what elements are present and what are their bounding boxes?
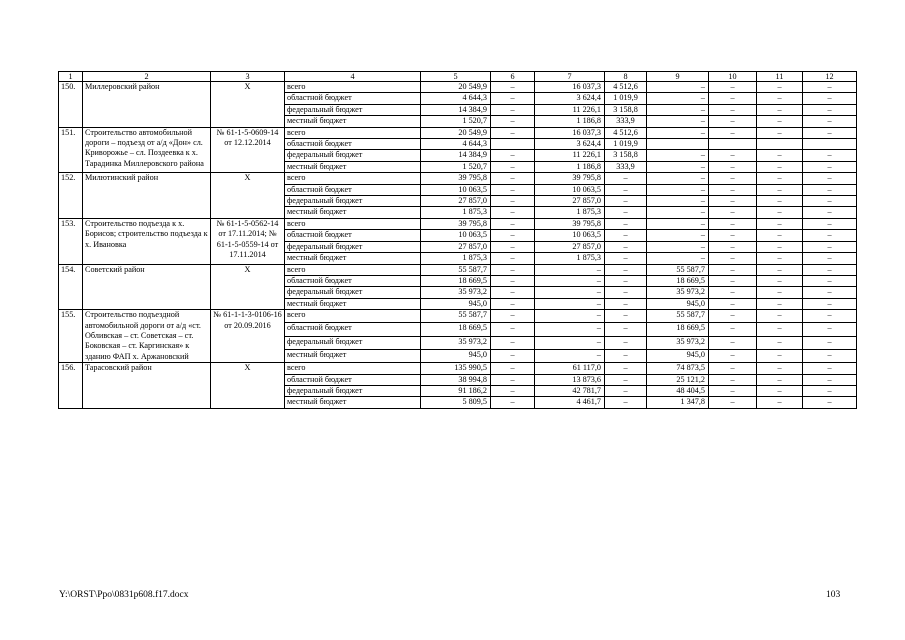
document-ref: Х [211, 264, 285, 310]
value-cell: – [709, 207, 757, 218]
value-cell: – [535, 323, 605, 336]
budget-type: всего [285, 82, 421, 93]
value-cell: 1 875,3 [421, 207, 491, 218]
value-cell: – [605, 184, 647, 195]
value-cell: – [757, 116, 803, 127]
value-cell: – [605, 230, 647, 241]
value-cell: – [605, 310, 647, 323]
budget-type: областной бюджет [285, 139, 421, 150]
value-cell: – [803, 104, 857, 115]
value-cell: – [647, 196, 709, 207]
table-row [59, 173, 857, 184]
value-cell: 74 873,5 [647, 363, 709, 374]
value-cell: – [647, 150, 709, 161]
value-cell: – [535, 298, 605, 309]
header-cell: 1 [59, 72, 83, 82]
value-cell: 1 875,3 [535, 207, 605, 218]
value-cell: 39 795,8 [535, 218, 605, 229]
value-cell: – [757, 207, 803, 218]
budget-type: всего [285, 173, 421, 184]
value-cell: – [491, 184, 535, 195]
value-cell: 27 857,0 [421, 196, 491, 207]
value-cell: – [709, 264, 757, 275]
budget-type: местный бюджет [285, 116, 421, 127]
value-cell: 42 781,7 [535, 385, 605, 396]
value-cell: – [803, 150, 857, 161]
value-cell: – [803, 173, 857, 184]
value-cell: – [803, 264, 857, 275]
value-cell [491, 139, 535, 150]
value-cell: – [605, 323, 647, 336]
value-cell: 1 520,7 [421, 161, 491, 172]
value-cell: 3 158,8 [605, 104, 647, 115]
value-cell: – [647, 173, 709, 184]
value-cell: 39 795,8 [535, 173, 605, 184]
value-cell: 27 857,0 [535, 241, 605, 252]
value-cell: – [709, 241, 757, 252]
value-cell: – [709, 310, 757, 323]
value-cell: – [757, 218, 803, 229]
value-cell: – [757, 127, 803, 138]
value-cell: – [491, 173, 535, 184]
value-cell: 10 063,5 [535, 184, 605, 195]
table-row [59, 363, 857, 374]
value-cell: 135 990,5 [421, 363, 491, 374]
value-cell: 91 186,2 [421, 385, 491, 396]
budget-type: областной бюджет [285, 184, 421, 195]
value-cell: 3 624,4 [535, 139, 605, 150]
value-cell: – [803, 127, 857, 138]
value-cell: – [803, 336, 857, 349]
value-cell: – [757, 150, 803, 161]
value-cell: – [709, 253, 757, 264]
budget-type: федеральный бюджет [285, 104, 421, 115]
value-cell: – [605, 336, 647, 349]
value-cell: – [803, 310, 857, 323]
value-cell [647, 139, 709, 150]
value-cell: 13 873,6 [535, 374, 605, 385]
table-row [59, 310, 857, 323]
value-cell: 35 973,2 [421, 336, 491, 349]
value-cell: 1 520,7 [421, 116, 491, 127]
value-cell: – [709, 218, 757, 229]
budget-type: местный бюджет [285, 253, 421, 264]
value-cell: – [647, 127, 709, 138]
value-cell: – [803, 374, 857, 385]
value-cell: – [647, 116, 709, 127]
row-number: 151. [59, 127, 83, 173]
value-cell: – [491, 116, 535, 127]
value-cell: – [709, 161, 757, 172]
value-cell: – [605, 385, 647, 396]
object-name: Строительство подъезда к х. Борисов; строительство подъезда к х. Ивановка [83, 218, 211, 264]
header-cell: 5 [421, 72, 491, 82]
value-cell: 14 384,9 [421, 104, 491, 115]
value-cell: 27 857,0 [421, 241, 491, 252]
budget-table [58, 71, 857, 409]
object-name: Строительство подъездной автомобильной дороги от а/д «ст. Обливская – ст. Советская – ст. Боковская – ст. Каргинская» к зданию ФАП х. Аржановский [83, 310, 211, 363]
value-cell: – [647, 241, 709, 252]
header-cell: 6 [491, 72, 535, 82]
budget-type: всего [285, 218, 421, 229]
value-cell: – [491, 374, 535, 385]
value-cell: – [803, 196, 857, 207]
value-cell: 945,0 [647, 349, 709, 362]
value-cell: – [709, 275, 757, 286]
value-cell: 3 158,8 [605, 150, 647, 161]
value-cell: – [647, 161, 709, 172]
header-cell: 12 [803, 72, 857, 82]
value-cell: 48 404,5 [647, 385, 709, 396]
value-cell: – [709, 173, 757, 184]
value-cell: – [491, 323, 535, 336]
value-cell: 1 875,3 [421, 253, 491, 264]
value-cell: – [491, 82, 535, 93]
value-cell: – [757, 323, 803, 336]
value-cell [803, 139, 857, 150]
budget-type: федеральный бюджет [285, 287, 421, 298]
value-cell: – [757, 374, 803, 385]
header-cell: 3 [211, 72, 285, 82]
value-cell: – [803, 323, 857, 336]
row-number: 154. [59, 264, 83, 310]
value-cell: 35 973,2 [421, 287, 491, 298]
header-cell: 9 [647, 72, 709, 82]
value-cell: 16 037,3 [535, 127, 605, 138]
budget-type: областной бюджет [285, 374, 421, 385]
budget-type: федеральный бюджет [285, 150, 421, 161]
value-cell [757, 139, 803, 150]
value-cell: – [491, 397, 535, 408]
value-cell: – [535, 264, 605, 275]
budget-type: федеральный бюджет [285, 385, 421, 396]
value-cell: – [491, 385, 535, 396]
value-cell: 55 587,7 [647, 264, 709, 275]
budget-type: федеральный бюджет [285, 196, 421, 207]
value-cell: – [535, 287, 605, 298]
value-cell: 5 809,5 [421, 397, 491, 408]
value-cell: – [757, 230, 803, 241]
value-cell: 18 669,5 [647, 323, 709, 336]
value-cell: 11 226,1 [535, 150, 605, 161]
row-number: 152. [59, 173, 83, 219]
value-cell: 18 669,5 [421, 275, 491, 286]
value-cell: – [491, 104, 535, 115]
value-cell: – [647, 253, 709, 264]
value-cell: – [803, 241, 857, 252]
value-cell: 1 875,3 [535, 253, 605, 264]
value-cell: – [803, 363, 857, 374]
value-cell: – [757, 161, 803, 172]
object-name: Советский район [83, 264, 211, 310]
value-cell: – [491, 93, 535, 104]
value-cell: – [709, 230, 757, 241]
value-cell: – [757, 385, 803, 396]
value-cell: – [535, 275, 605, 286]
value-cell: – [709, 349, 757, 362]
value-cell: – [803, 298, 857, 309]
page-number: 103 [826, 590, 841, 600]
budget-type: местный бюджет [285, 207, 421, 218]
value-cell: 10 063,5 [535, 230, 605, 241]
budget-type: всего [285, 127, 421, 138]
value-cell [709, 139, 757, 150]
value-cell: – [605, 241, 647, 252]
value-cell: – [757, 363, 803, 374]
value-cell: – [709, 336, 757, 349]
header-cell: 10 [709, 72, 757, 82]
value-cell: – [605, 374, 647, 385]
value-cell: – [709, 184, 757, 195]
value-cell: – [491, 298, 535, 309]
value-cell: – [803, 116, 857, 127]
value-cell: – [491, 287, 535, 298]
value-cell: – [491, 230, 535, 241]
value-cell: – [647, 93, 709, 104]
footer-file-path: Y:\ORST\Ppo\0831p608.f17.docx [59, 590, 189, 600]
value-cell: – [491, 264, 535, 275]
value-cell: – [709, 82, 757, 93]
value-cell: – [491, 196, 535, 207]
value-cell: – [709, 150, 757, 161]
value-cell: – [535, 349, 605, 362]
value-cell: 1 347,8 [647, 397, 709, 408]
value-cell: – [803, 218, 857, 229]
value-cell: – [605, 218, 647, 229]
value-cell: – [757, 253, 803, 264]
value-cell: – [757, 241, 803, 252]
value-cell: – [757, 397, 803, 408]
table-row [59, 264, 857, 275]
budget-type: всего [285, 363, 421, 374]
value-cell: – [605, 196, 647, 207]
value-cell: – [535, 336, 605, 349]
value-cell: – [647, 82, 709, 93]
value-cell: – [709, 363, 757, 374]
value-cell: – [605, 287, 647, 298]
document-ref: № 61-1-5-0609-14 от 12.12.2014 [211, 127, 285, 173]
value-cell: – [803, 230, 857, 241]
value-cell: 945,0 [647, 298, 709, 309]
header-cell: 2 [83, 72, 211, 82]
table-row [59, 127, 857, 138]
value-cell: 4 461,7 [535, 397, 605, 408]
value-cell: 55 587,7 [421, 264, 491, 275]
value-cell: 333,9 [605, 116, 647, 127]
value-cell: – [757, 310, 803, 323]
value-cell: 38 994,8 [421, 374, 491, 385]
document-ref: Х [211, 82, 285, 128]
budget-type: областной бюджет [285, 230, 421, 241]
value-cell: 945,0 [421, 298, 491, 309]
value-cell: – [491, 349, 535, 362]
value-cell: – [757, 82, 803, 93]
value-cell: 10 063,5 [421, 230, 491, 241]
value-cell: – [757, 349, 803, 362]
header-row [59, 72, 857, 82]
value-cell: – [803, 287, 857, 298]
value-cell: – [605, 253, 647, 264]
budget-type: областной бюджет [285, 275, 421, 286]
value-cell: 11 226,1 [535, 104, 605, 115]
value-cell: – [757, 93, 803, 104]
object-name: Миллеровский район [83, 82, 211, 128]
budget-type: областной бюджет [285, 323, 421, 336]
budget-type: всего [285, 310, 421, 323]
value-cell: 27 857,0 [535, 196, 605, 207]
value-cell: 1 186,8 [535, 116, 605, 127]
value-cell: – [803, 385, 857, 396]
value-cell: 16 037,3 [535, 82, 605, 93]
value-cell: – [491, 336, 535, 349]
header-cell: 11 [757, 72, 803, 82]
value-cell: – [803, 82, 857, 93]
value-cell: – [709, 127, 757, 138]
object-name: Милютинский район [83, 173, 211, 219]
value-cell: – [803, 207, 857, 218]
budget-type: федеральный бюджет [285, 336, 421, 349]
budget-type: федеральный бюджет [285, 241, 421, 252]
value-cell: – [757, 264, 803, 275]
value-cell: 25 121,2 [647, 374, 709, 385]
value-cell: 18 669,5 [647, 275, 709, 286]
value-cell: 10 063,5 [421, 184, 491, 195]
value-cell: – [491, 363, 535, 374]
value-cell: 35 973,2 [647, 336, 709, 349]
value-cell: 1 186,8 [535, 161, 605, 172]
value-cell: – [709, 287, 757, 298]
value-cell: – [605, 264, 647, 275]
value-cell: 55 587,7 [647, 310, 709, 323]
header-cell: 4 [285, 72, 421, 82]
value-cell: – [709, 298, 757, 309]
value-cell: – [803, 253, 857, 264]
value-cell: – [757, 184, 803, 195]
value-cell: – [709, 104, 757, 115]
document-ref: № 61-1-5-0562-14 от 17.11.2014; № 61-1-5-0559-14 от 17.11.2014 [211, 218, 285, 264]
value-cell: – [803, 349, 857, 362]
table-row [59, 218, 857, 229]
value-cell: 4 644,3 [421, 139, 491, 150]
value-cell: – [647, 207, 709, 218]
budget-type: местный бюджет [285, 397, 421, 408]
table-body [59, 72, 857, 409]
value-cell: – [803, 184, 857, 195]
value-cell: – [491, 218, 535, 229]
value-cell: 3 624,4 [535, 93, 605, 104]
value-cell: 20 549,9 [421, 82, 491, 93]
value-cell: 39 795,8 [421, 218, 491, 229]
value-cell: – [605, 397, 647, 408]
object-name: Тарасовский район [83, 363, 211, 409]
row-number: 155. [59, 310, 83, 363]
document-ref: № 61-1-1-3-0106-16 от 20.09.2016 [211, 310, 285, 363]
value-cell: – [757, 287, 803, 298]
header-cell: 8 [605, 72, 647, 82]
value-cell: 4 512,6 [605, 127, 647, 138]
value-cell: 35 973,2 [647, 287, 709, 298]
value-cell: 18 669,5 [421, 323, 491, 336]
value-cell: – [709, 323, 757, 336]
value-cell: – [605, 349, 647, 362]
value-cell: – [605, 275, 647, 286]
value-cell: – [647, 230, 709, 241]
budget-type: местный бюджет [285, 349, 421, 362]
row-number: 156. [59, 363, 83, 409]
value-cell: 1 019,9 [605, 93, 647, 104]
value-cell: – [709, 116, 757, 127]
value-cell: 39 795,8 [421, 173, 491, 184]
value-cell: 4 644,3 [421, 93, 491, 104]
value-cell: 945,0 [421, 349, 491, 362]
value-cell: – [605, 363, 647, 374]
header-cell: 7 [535, 72, 605, 82]
row-number: 150. [59, 82, 83, 128]
value-cell: – [647, 184, 709, 195]
row-number: 153. [59, 218, 83, 264]
value-cell: – [491, 253, 535, 264]
value-cell: – [491, 310, 535, 323]
document-ref: Х [211, 173, 285, 219]
value-cell: – [709, 385, 757, 396]
value-cell: 1 019,9 [605, 139, 647, 150]
value-cell: – [757, 275, 803, 286]
value-cell: – [709, 196, 757, 207]
value-cell: – [605, 207, 647, 218]
table-row [59, 82, 857, 93]
budget-type: всего [285, 264, 421, 275]
budget-type: областной бюджет [285, 93, 421, 104]
value-cell: – [491, 207, 535, 218]
value-cell: – [757, 298, 803, 309]
value-cell: – [803, 397, 857, 408]
value-cell: – [647, 218, 709, 229]
value-cell: – [491, 150, 535, 161]
value-cell: – [491, 127, 535, 138]
value-cell: – [535, 310, 605, 323]
value-cell: – [605, 173, 647, 184]
value-cell: – [803, 161, 857, 172]
value-cell: – [757, 104, 803, 115]
value-cell: – [757, 173, 803, 184]
value-cell: 55 587,7 [421, 310, 491, 323]
value-cell: – [491, 275, 535, 286]
value-cell: – [757, 196, 803, 207]
value-cell: 4 512,6 [605, 82, 647, 93]
budget-type: местный бюджет [285, 298, 421, 309]
budget-type: местный бюджет [285, 161, 421, 172]
value-cell: – [709, 93, 757, 104]
value-cell: – [491, 161, 535, 172]
value-cell: – [803, 93, 857, 104]
value-cell: 61 117,0 [535, 363, 605, 374]
value-cell: – [757, 336, 803, 349]
value-cell: – [709, 397, 757, 408]
document-ref: Х [211, 363, 285, 409]
value-cell: – [803, 275, 857, 286]
value-cell: – [647, 104, 709, 115]
value-cell: 20 549,9 [421, 127, 491, 138]
value-cell: 14 384,9 [421, 150, 491, 161]
value-cell: – [491, 241, 535, 252]
value-cell: – [605, 298, 647, 309]
value-cell: – [709, 374, 757, 385]
object-name: Строительство автомобильной дороги – подъезд от а/д «Дон» сл. Криворожье – сл. Поздеевка к х. Тарадинка Миллеровского района [83, 127, 211, 173]
value-cell: 333,9 [605, 161, 647, 172]
